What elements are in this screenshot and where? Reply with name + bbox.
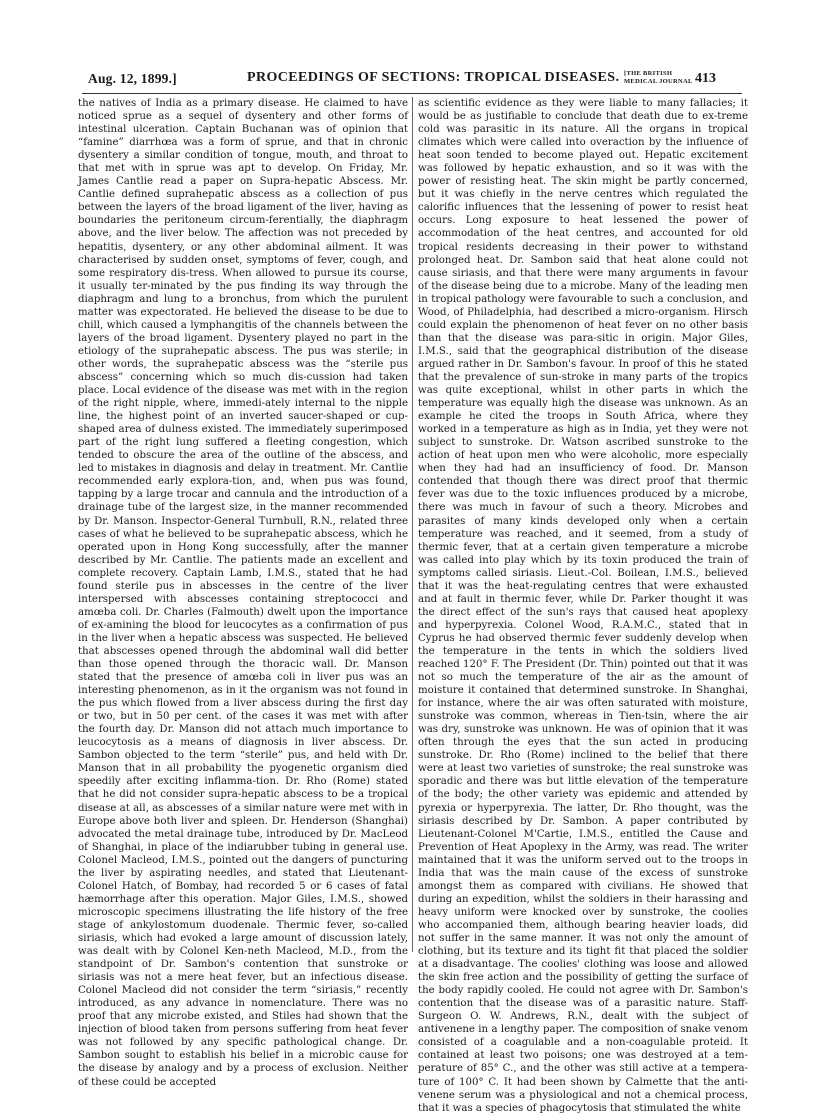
journal-name-line1: [THE BRITISH xyxy=(624,70,673,77)
column-divider xyxy=(412,97,413,952)
page-number: 413 xyxy=(695,71,716,86)
issue-date: Aug. 12, 1899.] xyxy=(88,71,177,86)
left-column-text: the natives of India as a primary disease. He claimed to have noticed sprue as a sequel of dysentery and other forms of intestinal ulceration. Captain Buchanan was of opinion that “famine” diarrhœa was a form of sprue, and that in chronic dysentery a similar condition of tongue, mouth, and throat to that met with in sprue was apt to develop. On Friday, Mr. James Cantlie read a paper on Supra-hepatic Abscess. Mr. Cantlie defined suprahepatic abscess as a collection of pus between the layers of the broad ligament of the liver, having as boundaries the peritoneum circum-ferentially, the diaphragm above, and the liver below. The affection was not preceded by hepatitis, dysentery, or any other abdominal ailment. It was characterised by sudden onset, symptoms of fever, cough, and some respiratory dis-tress. When allowed to pursue its course, it usually ter-minated by the pus finding its way through the diaphragm and lung to a bronchus, from which the purulent matter was expectorated. He believed the disease to be due to chill, which caused a lymphangitis of the channels between the layers of the broad ligament. Dysentery played no part in the etiology of the suprahepatic abscess. The pus was sterile; in other words, the suprahepatic abscess was the “sterile pus abscess” concerning which so much dis-cussion had taken place. Local evidence of the disease was met with in the region of the right nipple, where, immedi-ately internal to the nipple line, the highest point of an inverted saucer-shaped or cup-shaped area of dulness existed. The immediately superimposed part of the right lung suffered a fleeting congestion, which tended to obscure the area of the outline of the abscess, and led to mistakes in diagnosis and delay in treatment. Mr. Cantlie recommended early explora-tion, and, when pus was found, tapping by a large trocar and cannula and the introduction of a drainage tube of the largest size, in the manner recommended by Dr. Manson. Inspector-General Turnbull, R.N., related three cases of what he believed to be suprahepatic abscess, which he operated upon in Hong Kong successfully, after the manner described by Mr. Cantlie. The patients made an excellent and complete recovery. Captain Lamb, I.M.S., stated that he had found sterile pus in abscesses in the centre of the liver interspersed with abscesses containing streptococci and amœba coli. Dr. Charles (Falmouth) dwelt upon the importance of ex-amining the blood for leucocytes as a confirmation of pus in the liver when a hepatic abscess was suspected. He believed that abscesses opened through the abdominal wall did better than those opened through the thoracic wall. Dr. Manson stated that the presence of amœba coli in liver pus was an interesting phenomenon, as in it the organism was not found in the pus which flowed from a liver abscess during the first day or two, but in 50 per cent. of the cases it was met with after the fourth day. Dr. Manson did not attach much importance to leucocytosis as a means of diagnosis in liver abscess. Dr. Sambon objected to the term “sterile” pus, and held with Dr. Manson that in all probability the pyogenetic organism died speedily after exciting inflamma-tion. Dr. Rho (Rome) stated that he did not consider supra-hepatic abscess to be a tropical disease at all, as abscesses of a similar nature were met with in Europe above both liver and spleen. Dr. Henderson (Shanghai) advocated the metal drainage tube, introduced by Dr. MacLeod of Shanghai, in place of the indiarubber tubing in general use. Colonel Macleod, I.M.S., pointed out the dangers of puncturing the liver by aspirating needles, and stated that Lieutenant-Colonel Hatch, of Bombay, had recorded 5 or 6 cases of fatal hæmorrhage after this operation. Major Giles, I.M.S., showed microscopic specimens illustrating the life history of the free stage of ankylostomum duodenale. Thermic fever, so-called siriasis, which had evoked a large amount of discussion lately, was dealt with by Colonel Ken-neth Macleod, M.D., from the standpoint of Dr. Sambon's contention that sunstroke or siriasis was not a mere heat fever, but an infectious disease. Colonel Macleod did not consider the term “siriasis,” recently introduced, as any advance in nomenclature. There was no proof that any microbe existed, and Stiles had shown that the injection of blood taken from persons suffering from heat fever was not followed by any specific pathological change. Dr. Sambon sought to establish his belief in a microbic cause for the disease by analogy and by a process of exclusion. Neither of these could be accepted xyxy=(78,98,408,1088)
right-column xyxy=(418,97,748,1115)
running-header xyxy=(82,70,742,92)
left-column xyxy=(78,97,408,1089)
right-column-text: as scientific evidence as they were liable to many fallacies; it would be as justifiable to conclude that death due to ex-treme cold was parasitic in its nature. All the organs in tropical climates which were called into overaction by the influence of heat soon tended to become played out. Hepatic excitement was followed by hepatic exhaustion, and so it was with the power of resisting heat. The skin might be partly concerned, but it was chiefly in the nerve centres which regulated the calorific influences that the lessening of power to resist heat occurs. Long exposure to heat lessened the power of accommodation of the heat centres, and accounted for old tropical residents decreasing in their power to withstand prolonged heat. Dr. Sambon said that heat alone could not cause siriasis, and that there were many arguments in favour of the disease being due to a microbe. Many of the leading men in tropical pathology were favourable to such a conclusion, and Wood, of Philadelphia, had described a micro-organism. Hirsch could explain the phenomenon of heat fever on no other basis than that the disease was para-sitic in origin. Major Giles, I.M.S., said that the geographical distribution of the disease argued rather in Dr. Sambon's favour. In proof of this he stated that the prevalence of sun-stroke in many parts of the tropics was quite exceptional, whilst in other parts in which the temperature was equally high the disease was unknown. As an example he cited the troops in South Africa, where they worked in a temperature as high as in India, yet they were not subject to sunstroke. Dr. Watson ascribed sunstroke to the action of heat upon men who were alcoholic, more especially when they had had an insufficiency of food. Dr. Manson contended that though there was direct proof that thermic fever was due to the toxic influences produced by a microbe, there was much in favour of such a theory. Microbes and parasites of many kinds developed only when a certain temperature was reached, and it seemed, from a study of thermic fever, that at a certain given temperature a microbe was called into play which by its toxin produced the train of symptoms called siriasis. Lieut.-Col. Boilean, I.M.S., believed that it was the heat-regulating centres that were exhausted and at fault in thermic fever, while Dr. Parker thought it was the direct effect of the sun's rays that caused heat apoplexy and hyperpyrexia. Colonel Wood, R.A.M.C., stated that in Cyprus he had observed thermic fever suddenly develop when the temperature in the tents in which the soldiers lived reached 120° F. The President (Dr. Thin) pointed out that it was not so much the temperature of the air as the amount of moisture it contained that determined sunstroke. In Shanghai, for instance, where the air was often saturated with moisture, sunstroke was common, whereas in Tien-tsin, where the air was dry, sunstroke was unknown. He was of opinion that it was often through the eyes that the sun acted in producing sunstroke. Dr. Rho (Rome) inclined to the belief that there were at least two varieties of sunstroke; the real sunstroke was sporadic and there was but little elevation of the temperature of the body; the other variety was epidemic and attended by pyrexia or hyperpyrexia. The latter, Dr. Rho thought, was the siriasis described by Dr. Sambon. A paper contributed by Lieutenant-Colonel M'Cartie, I.M.S., entitled the Cause and Prevention of Heat Apoplexy in the Army, was read. The writer maintained that it was the uniform served out to the troops in India that was the main cause of the excess of sunstroke amongst them as compared with civilians. He showed that during an expedition, whilst the soldiers in their harassing and heavy uniform were knocked over by sunstroke, the coolies who accompanied them, although bearing heavier loads, did not suffer in the same manner. It was not only the amount of clothing, but its texture and its tight fit that placed the soldier at a disadvantage. The coolies' clothing was loose and allowed the skin free action and the possibility of getting the surface of the body rapidly cooled. He could not agree with Dr. Sambon's contention that the disease was of a parasitic nature. Staff-Surgeon O. W. Andrews, R.N., dealt with the subject of antivenene in a lengthy paper. The composition of snake venom consisted of a coagulable and a non-coagulable proteid. It contained at least two poisons; one was destroyed at a tem-perature of 85° C., and the other was still active at a tempera-ture of 100° C. It had been shown by Calmette that the anti-venene serum was a physiological and not a chemical process, that it was a species of phagocytosis that stimulated the white xyxy=(418,98,748,1114)
header-rule xyxy=(82,93,742,94)
journal-name xyxy=(624,70,693,86)
journal-name-line2: MEDICAL JOURNAL xyxy=(624,78,693,85)
section-title: PROCEEDINGS OF SECTIONS: TROPICAL DISEASES. xyxy=(247,70,620,85)
